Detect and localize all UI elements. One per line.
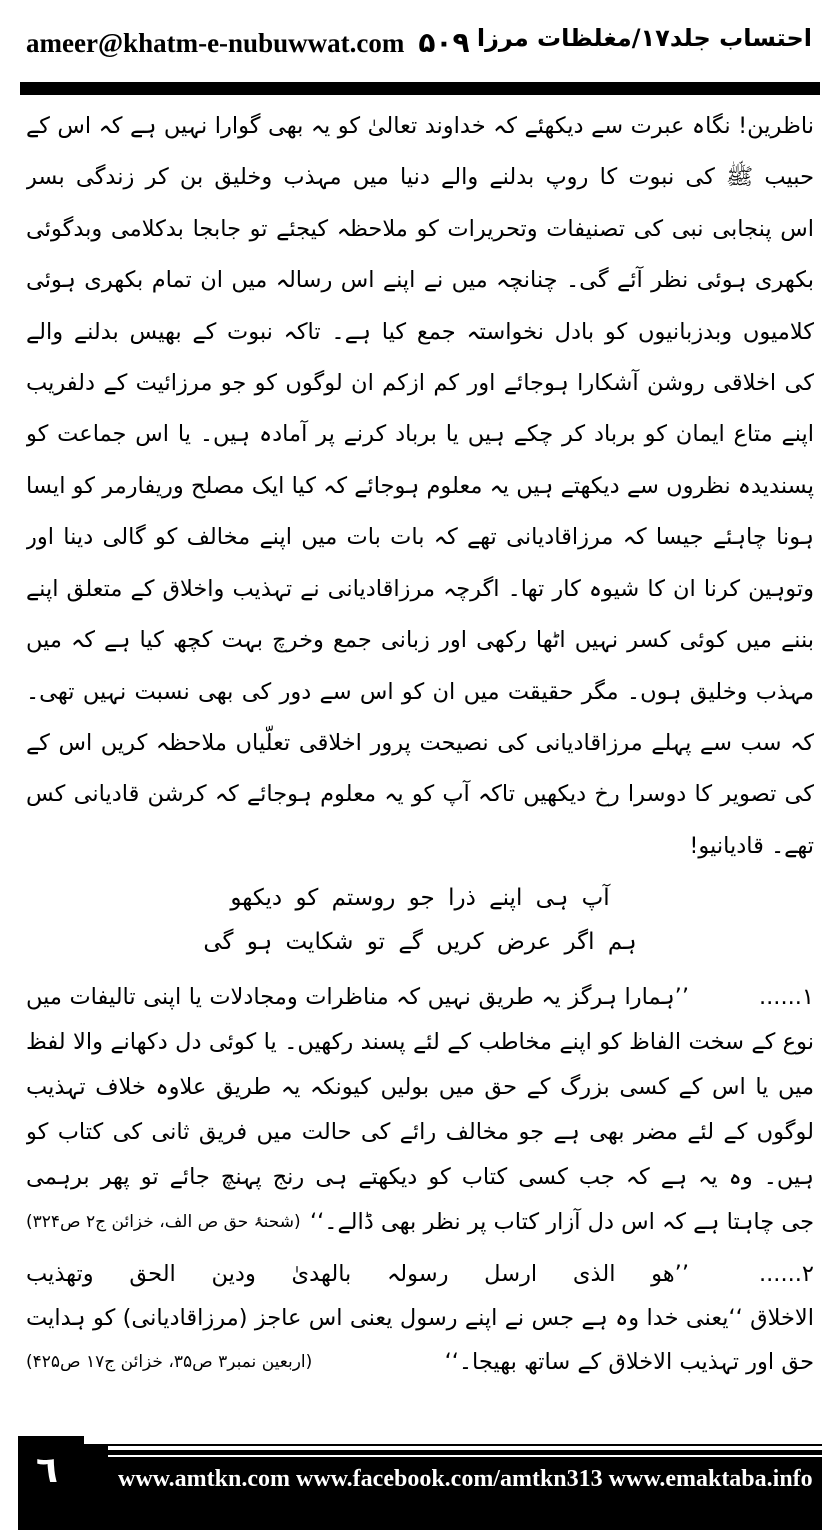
paragraph-line: بکھری ہوئی نظر آئے گی۔ چنانچہ میں نے اپنے اس رسالہ میں ان تمام بکھری ہوئی bbox=[26, 267, 814, 293]
header-email: ameer@khatm-e-nubuwwat.com bbox=[26, 28, 405, 58]
quote1-number: ۱...... bbox=[758, 984, 814, 1010]
book-title: احتساب جلد۱۷/مغلظات مرزا bbox=[476, 24, 812, 52]
footer-urls: www.amtkn.com www.facebook.com/amtkn313 www.emaktaba.info bbox=[118, 1466, 813, 1492]
paragraph-line: بننے میں کوئی کسر نہیں اٹھا رکھی اور زبانی جمع وخرچ بہت کچھ کیا ہے کہ میں bbox=[26, 627, 814, 653]
footer-rule bbox=[84, 1436, 822, 1444]
paragraph-line: ہونا چاہئے جیسا کہ مرزاقادیانی تھے کہ بات بات میں اپنے مخالف کو گالی دینا اور bbox=[26, 524, 814, 550]
quote2-last-line bbox=[26, 1340, 814, 1384]
paragraph-line: کلامیوں وبدزبانیوں کو بادل نخواستہ جمع کیا ہے۔ تاکہ نبوت کے بھیس بدلنے والے bbox=[26, 319, 814, 345]
citation-reference: (اربعین نمبر۳ ص۳۵، خزائن ج۱۷ ص۴۲۵) bbox=[26, 1352, 313, 1372]
paragraph-line: تھے۔ قادیانیو! bbox=[689, 833, 814, 859]
quote1-first-line bbox=[26, 975, 814, 1019]
footer-rule bbox=[108, 1446, 822, 1450]
verse-line: ہم اگر عرض کریں گے تو شکایت ہو گی bbox=[203, 929, 637, 955]
quote-line: حق اور تہذیب الاخلاق کے ساتھ بھیجا۔‘‘ bbox=[444, 1349, 814, 1375]
page-number: ۵۰۹ bbox=[418, 26, 470, 59]
paragraph-line: کہ سب سے پہلے مرزاقادیانی کی نصیحت پرور اخلاقی تعلّیاں ملاحظہ کریں اس کے bbox=[26, 730, 814, 756]
citation-reference: (شحنۂ حق ص الف، خزائن ج۲ ص۳۲۴) bbox=[26, 1212, 301, 1232]
paragraph-line: کی اخلاقی روشن آشکارا ہوجائے اور کم ازکم ان لوگوں کو جو مرزائیت کے دلفریب bbox=[26, 370, 814, 396]
verse-line: آپ ہی اپنے ذرا جو روستم کو دیکھو bbox=[230, 885, 610, 911]
quote-line: ’’ھو الذی ارسل رسولہ بالھدیٰ ودین الحق وتھذیب bbox=[26, 1261, 689, 1287]
paragraph-line: ناظرین! نگاہ عبرت سے دیکھئے کہ خداوند تعالیٰ کو یہ بھی گوارا نہیں ہے کہ اس کے bbox=[26, 113, 814, 139]
paragraph-line: کی تصویر کا دوسرا رخ دیکھیں تاکہ آپ کو یہ معلوم ہوجائے کہ کرشن قادیانی کس bbox=[26, 781, 814, 807]
footer-rule bbox=[108, 1455, 822, 1457]
quote-line: ہیں۔ وہ یہ ہے کہ جب کسی کتاب کو دیکھتے ہی رنج پہنچ جائے تو پھر برہمی bbox=[26, 1164, 814, 1190]
paragraph-line: حبیب ﷺ کی نبوت کا روپ بدلنے والے دنیا میں مہذب وخلیق بن کر زندگی بسر bbox=[26, 164, 814, 190]
quote2-number: ۲...... bbox=[758, 1261, 814, 1287]
header-rule bbox=[20, 82, 820, 95]
footer-bar bbox=[18, 1436, 822, 1530]
quote1-last-line bbox=[26, 1200, 814, 1244]
paragraph-line: وتوہین کرنا ان کا شیوہ کار تھا۔ اگرچہ مرزاقادیانی نے تہذیب واخلاق کے متعلق اپنے bbox=[26, 576, 814, 602]
paragraph-line: پسندیدہ نظروں سے دیکھتے ہیں یہ معلوم ہوجائے کہ کیا ایک مصلح وریفارمر کو ایسا bbox=[26, 473, 814, 499]
quote-line: الاخلاق ‘‘یعنی خدا وہ ہے جس نے اپنے رسول یعنی اس عاجز (مرزاقادیانی) کو ہدایت bbox=[26, 1305, 814, 1331]
quote-line: ’’ہمارا ہرگز یہ طریق نہیں کہ مناظرات ومجادلات یا اپنی تالیفات میں bbox=[26, 984, 689, 1010]
paragraph-line: اپنے متاع ایمان کو برباد کر چکے ہیں یا برباد کرنے پر آمادہ ہیں۔ یا اس جماعت کو bbox=[26, 421, 814, 447]
quote2-first-line bbox=[26, 1252, 814, 1296]
quote-line: نوع کے سخت الفاظ کو اپنے مخاطب کے لئے پسند رکھیں۔ یا کوئی دل دکھانے والا لفظ bbox=[26, 1029, 814, 1055]
paragraph-line: مہذب وخلیق ہوں۔ مگر حقیقت میں ان کو اس سے دور کی بھی نسبت نہیں تھی۔ bbox=[26, 679, 814, 705]
header-email-and-page bbox=[26, 26, 470, 59]
footer-page-index: ٦ bbox=[36, 1450, 58, 1491]
quote-line: جی چاہتا ہے کہ اس دل آزار کتاب پر نظر بھی ڈالے۔‘‘ bbox=[309, 1209, 814, 1235]
quote-line: لوگوں کے لئے مضر بھی ہے جو مخالف رائے کی حالت میں فریق ثانی کی کتاب کو bbox=[26, 1119, 814, 1145]
paragraph-line: اس پنجابی نبی کی تصنیفات وتحریرات کو ملاحظہ کیجئے تو جابجا بدکلامی وبدگوئی bbox=[26, 216, 814, 242]
quote-line: میں یا اس کے کسی بزرگ کے حق میں بولیں کیونکہ یہ طریق علاوہ خلاف تہذیب bbox=[26, 1074, 814, 1100]
